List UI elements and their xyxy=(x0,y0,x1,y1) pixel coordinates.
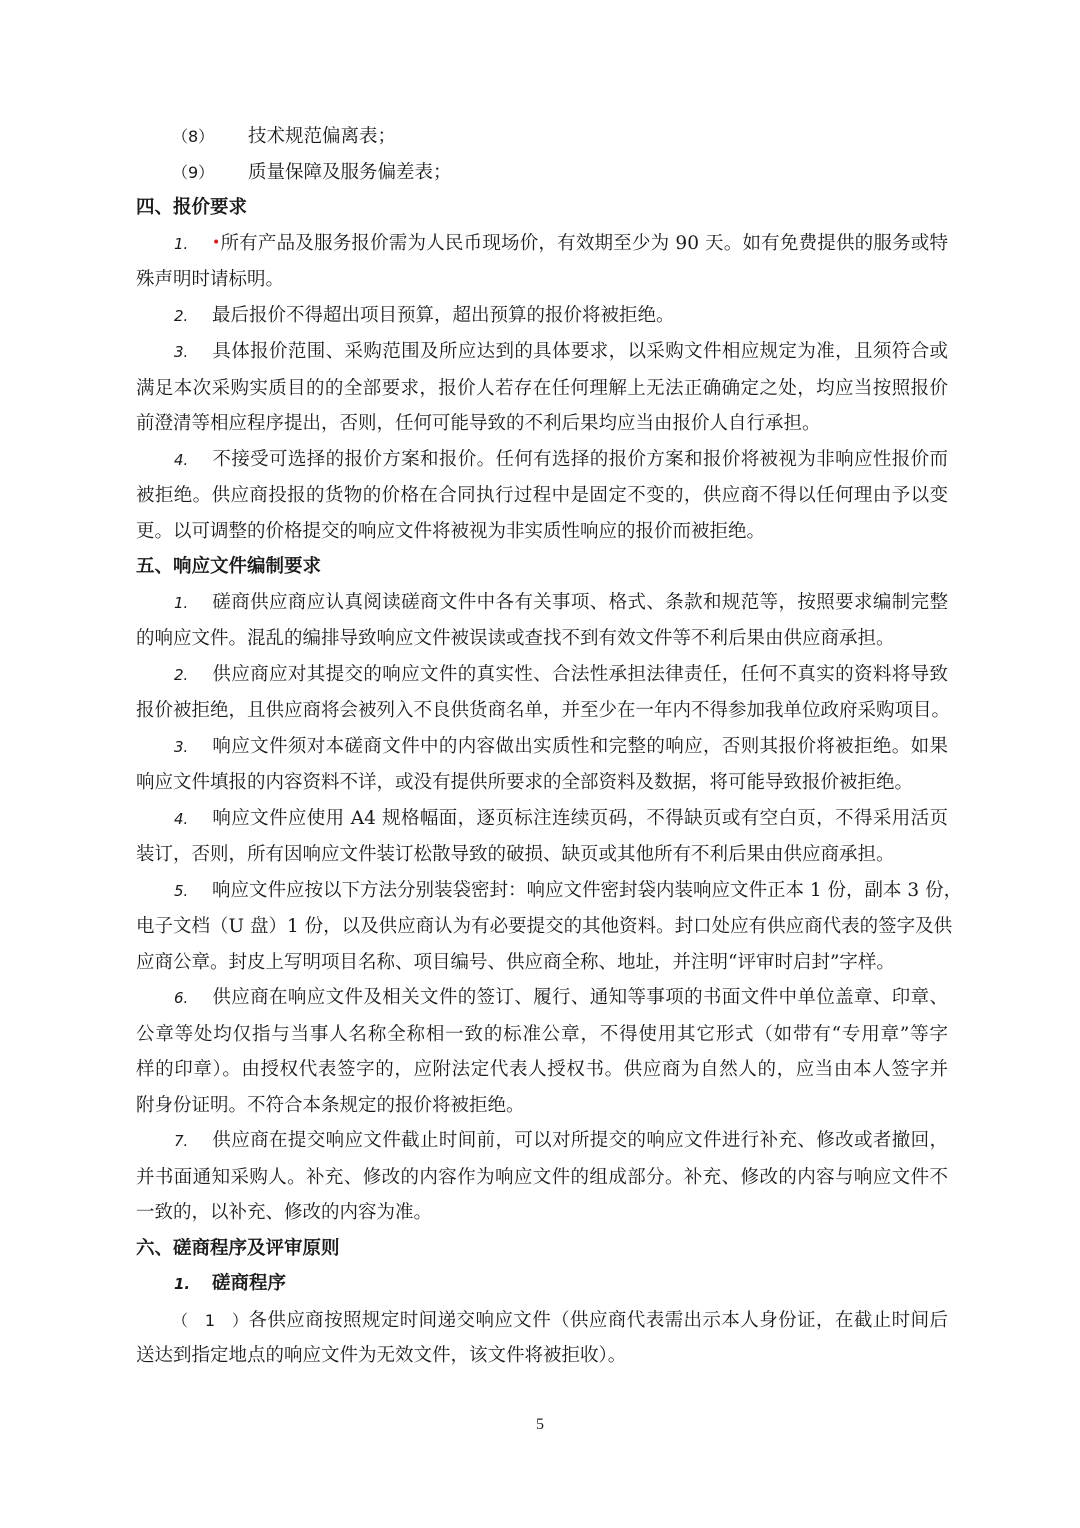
paragraph-line: 应商公章。封皮上写明项目名称、项目编号、供应商全称、地址，并注明“评审时启封”字样。 xyxy=(136,951,895,973)
paragraph-number: 3. xyxy=(174,343,189,361)
paragraph xyxy=(136,801,948,873)
paragraph-number: 2. xyxy=(174,306,189,325)
paragraph xyxy=(136,729,948,801)
paragraph-line: 4. 响应文件应使用 A4 规格幅面，逐页标注连续页码，不得缺页或有空白页，不得采用活页 xyxy=(136,801,948,838)
paragraph-line: 电子文档（U 盘）1 份，以及供应商认为有必要提交的其他资料。封口处应有供应商代表的签字及供 xyxy=(136,916,953,937)
paragraph-line: 被拒绝。供应商投报的货物的价格在合同执行过程中是固定不变的，供应商不得以任何理由予以变 xyxy=(136,485,948,506)
paragraph-line: 3. 具体报价范围、采购范围及所应达到的具体要求，以采购文件相应规定为准，且须符合或 xyxy=(136,334,948,371)
paragraph xyxy=(136,980,948,1123)
paragraph-line: 1. 磋商供应商应认真阅读磋商文件中各有关事项、格式、条款和规范等，按照要求编制完整 xyxy=(136,585,948,622)
red-bullet-icon: • xyxy=(212,234,221,251)
paragraph-line: 公章等处均仅指与当事人名称全称相一致的标准公章，不得使用其它形式（如带有“专用章”等字 xyxy=(136,1023,948,1045)
paragraph-number: 1. xyxy=(174,234,189,253)
subsection-number: 1. xyxy=(174,1275,191,1293)
paragraph xyxy=(136,873,963,981)
paragraph-line: 1. •所有产品及服务报价需为人民币现场价，有效期至少为 90 天。如有免费提供的服务或特 xyxy=(136,226,948,263)
paragraph-line: 3. 响应文件须对本磋商文件中的内容做出实质性和完整的响应，否则其报价将被拒绝。如果 xyxy=(136,729,948,766)
paragraph-line: 报价被拒绝，且供应商将会被列入不良供货商名单，并至少在一年内不得参加我单位政府采购项目。 xyxy=(136,700,951,721)
paragraph-line: 2. 最后报价不得超出项目预算，超出预算的报价将被拒绝。 xyxy=(136,298,948,335)
paragraph-number: 2. xyxy=(174,665,189,684)
section-heading: 六、磋商程序及评审原则 xyxy=(136,1237,340,1259)
paragraph-line: 7. 供应商在提交响应文件截止时间前，可以对所提交的响应文件进行补充、修改或者撤回， xyxy=(136,1123,948,1160)
paragraph-line: 的响应文件。混乱的编排导致响应文件被误读或查找不到有效文件等不利后果由供应商承担。 xyxy=(136,628,895,649)
paragraph-line: （1）各供应商按照规定时间递交响应文件（供应商代表需出示本人身份证，在截止时间后 xyxy=(136,1303,948,1339)
paragraph xyxy=(136,442,948,550)
list-item xyxy=(136,155,948,191)
paragraph xyxy=(136,226,948,298)
list-item xyxy=(136,119,948,155)
page-number: 5 xyxy=(536,1416,544,1433)
paragraph xyxy=(136,334,948,442)
section-heading: 五、响应文件编制要求 xyxy=(136,556,322,577)
paragraph-line: 2. 供应商应对其提交的响应文件的真实性、合法性承担法律责任，任何不真实的资料将导致 xyxy=(136,657,948,694)
paragraph-number: 5. xyxy=(174,881,189,900)
paragraph-line: 殊声明时请标明。 xyxy=(136,269,285,290)
paragraph xyxy=(136,657,951,729)
paragraph-line: 6. 供应商在响应文件及相关文件的签订、履行、通知等事项的书面文件中单位盖章、印章、 xyxy=(136,980,948,1017)
paragraph xyxy=(136,1303,948,1374)
paragraph-line: 满足本次采购实质目的的全部要求，报价人若存在任何理解上无法正确确定之处，均应当按照报价 xyxy=(136,377,948,399)
paragraph-line: 装订，否则，所有因响应文件装订松散导致的破损、缺页或其他所有不利后果由供应商承担。 xyxy=(136,844,895,865)
page-content xyxy=(136,119,963,1374)
paragraph-line: 响应文件填报的内容资料不详，或没有提供所要求的全部资料及数据，将可能导致报价被拒绝。 xyxy=(136,772,914,793)
paragraph xyxy=(136,1123,948,1231)
paragraph-line: 更。以可调整的价格提交的响应文件将被视为非实质性响应的报价而被拒绝。 xyxy=(136,520,766,542)
item-text: 技术规范偏离表； xyxy=(248,126,397,147)
paragraph xyxy=(136,585,948,657)
paragraph-number: 1. xyxy=(174,593,189,612)
paragraph-line: 4. 不接受可选择的报价方案和报价。任何有选择的报价方案和报价将被视为非响应性报价而 xyxy=(136,442,948,479)
paragraph-line: 附身份证明。不符合本条规定的报价将被拒绝。 xyxy=(136,1094,525,1116)
paragraph xyxy=(136,298,948,335)
paragraph-number: 4. xyxy=(174,450,189,469)
paragraph-line: 送达到指定地点的响应文件为无效文件，该文件将被拒收）。 xyxy=(136,1345,627,1366)
paragraph-line: 前澄清等相应程序提出，否则，任何可能导致的不利后果均应当由报价人自行承担。 xyxy=(136,413,821,434)
item-number: （8） xyxy=(172,127,215,146)
paragraph-number: 4. xyxy=(174,809,189,828)
item-text: 质量保障及服务偏差表； xyxy=(248,161,452,183)
paragraph-number: 6. xyxy=(174,989,189,1007)
section-heading: 四、报价要求 xyxy=(136,197,248,218)
paragraph-number: 3. xyxy=(174,737,189,756)
paragraph-number: 7. xyxy=(174,1132,189,1150)
paragraph-line: 并书面通知采购人。补充、修改的内容作为响应文件的组成部分。补充、修改的内容与响应文件不 xyxy=(136,1166,948,1188)
paragraph-line: 一致的，以补充、修改的内容为准。 xyxy=(136,1202,433,1223)
subsection-title: 磋商程序 xyxy=(212,1273,287,1294)
paragraph-line: 5. 响应文件应按以下方法分别装袋密封：响应文件密封袋内装响应文件正本 1 份，副本 3 份， xyxy=(136,873,948,910)
paragraph-line: 样的印章）。由授权代表签字的，应附法定代表人授权书。供应商为自然人的，应当由本人签字并 xyxy=(136,1059,948,1080)
item-number: （1） xyxy=(172,1310,248,1330)
item-number: （9） xyxy=(172,162,215,182)
subsection-heading xyxy=(136,1266,948,1303)
